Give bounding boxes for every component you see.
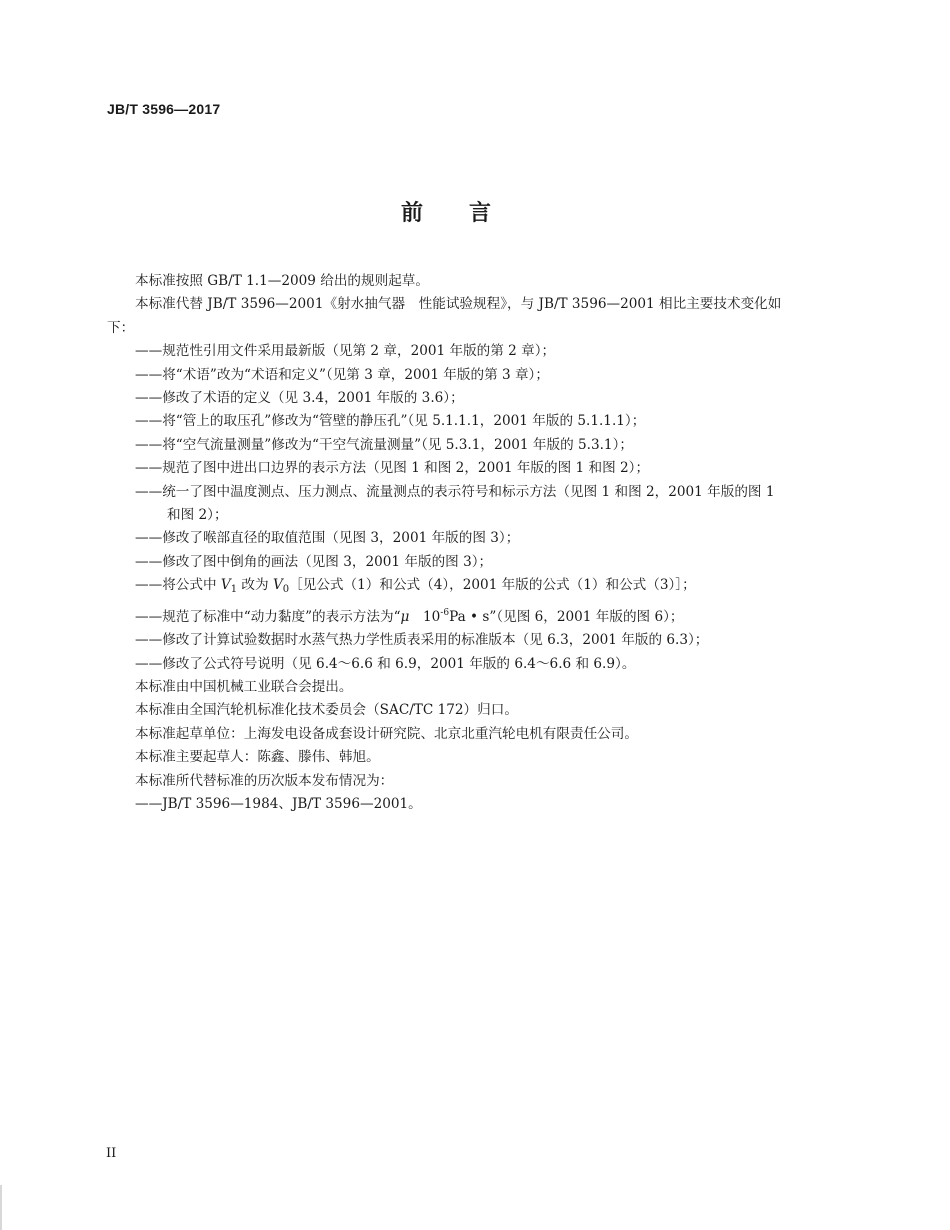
change-item: ——修改了公式符号说明（见 6.4～6.6 和 6.9，2001 年版的 6.4～6.6 和 6.9）。: [135, 655, 636, 672]
title-char-2: 言: [469, 201, 494, 226]
paragraph-drafting-rules: 本标准按照 GB/T 1.1—2009 给出的规则起草。: [135, 273, 429, 289]
paragraph-committee: 本标准由全国汽轮机标准化技术委员会（SAC/TC 172）归口。: [135, 702, 518, 719]
change-item-formula-symbol: ——将公式中 $V_1$ 改为 $V_0[$见公式（1）和公式（4），2001 年版的公式（1）和公式（3）］；: [135, 577, 696, 596]
change-item: ——将“空气流量测量”修改为“干空气流量测量”（见 5.3.1，2001 年版的 5.3.1）；: [135, 436, 633, 453]
page-number: II: [106, 1146, 117, 1161]
paragraph-replacement: 本标准代替 JB/T 3596—2001《射水抽气器 性能试验规程》，与 JB/T 3596—2001 相比主要技术变化如下：: [107, 296, 782, 336]
title-char-1: 前: [400, 201, 425, 226]
page-title: [0, 196, 894, 227]
page-edge-line: [0, 1185, 2, 1230]
paragraph-drafters: 本标准主要起草人：陈鑫、滕伟、韩旭。: [135, 749, 380, 766]
change-item: ——将“管上的取压孔”修改为“管壁的静压孔”（见 5.1.1.1，2001 年版的 5.1.1.1）；: [135, 413, 646, 430]
paragraph-drafting-units: 本标准起草单位：上海发电设备成套设计研究院、北京北重汽轮电机有限责任公司。: [135, 725, 638, 742]
change-item: ——修改了术语的定义（见 3.4，2001 年版的 3.6）；: [135, 390, 464, 407]
change-item: ——修改了喉部直径的取值范围（见图 3，2001 年版的图 3）；: [135, 530, 520, 547]
change-item: ——规范性引用文件采用最新版（见第 2 章，2001 年版的第 2 章）；: [135, 343, 556, 360]
paragraph-history-intro: 本标准所代替标准的历次版本发布情况为：: [135, 772, 394, 789]
change-item: ——规范了图中进出口边界的表示方法（见图 1 和图 2，2001 年版的图 1 和图 2）；: [135, 460, 650, 477]
paragraph-history-list: ——JB/T 3596—1984、JB/T 3596—2001。: [135, 795, 422, 812]
change-item: ——将“术语”改为“术语和定义”（见第 3 章，2001 年版的第 3 章）；: [135, 366, 549, 383]
paragraph-proposer: 本标准由中国机械工业联合会提出。: [135, 678, 353, 695]
change-item: ——修改了计算试验数据时水蒸气热力学性质表采用的标准版本（见 6.3，2001 年版的 6.3）；: [135, 632, 709, 649]
change-item: ——统一了图中温度测点、压力测点、流量测点的表示符号和标示方法（见图 1 和图 2，2001 年版的图 1 和图 2）；: [135, 483, 775, 524]
foreword-body: [107, 270, 789, 816]
change-item: ——修改了图中倒角的画法（见图 3，2001 年版的图 3）；: [135, 553, 493, 570]
standard-number: JB/T 3596—2017: [107, 101, 221, 117]
change-item-viscosity: ——规范了标准中“动力黏度”的表示方法为“μ $10^{-6}Pa$ • s”（见图 6，2001 年版的图 6）；: [135, 607, 684, 625]
